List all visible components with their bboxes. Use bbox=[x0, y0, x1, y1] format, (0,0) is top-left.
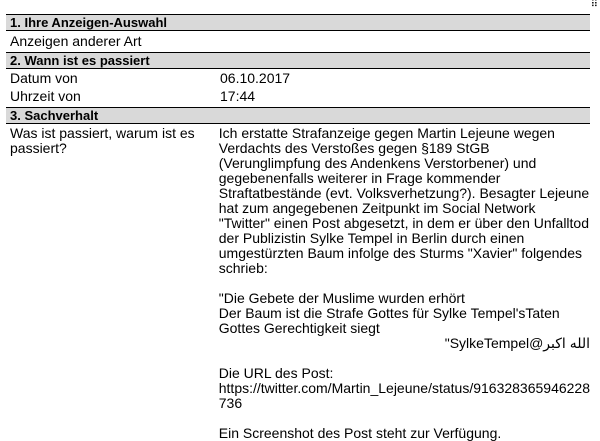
facts-text bbox=[218, 125, 594, 441]
facts-section bbox=[6, 124, 594, 441]
closing-text: Ein Screenshot des Post steht zur Verfügung. bbox=[218, 425, 502, 441]
time-row bbox=[6, 87, 590, 107]
date-row bbox=[6, 69, 590, 87]
section-3-header: 3. Sachverhalt bbox=[6, 107, 590, 124]
quote-line: Der Baum ist die Strafe Gottes für Sylke Tempel'sTaten bbox=[218, 305, 560, 321]
date-value: 06.10.2017 bbox=[220, 70, 291, 86]
date-label: Datum von bbox=[10, 70, 78, 86]
url-line: https://twitter.com/Martin_Lejeune/status/916328365946228 bbox=[218, 380, 590, 396]
facts-paragraph: Ich erstatte Strafanzeige gegen Martin Lejeune wegen Verdachts des Verstoßes gegen §189 StGB (Verunglimpfung des Andenkens Verstorbener) und gegebenenfalls weiterer in Frage kommender Straftatbestände (evt. Volksverhetzung?). Besagter Lejeune hat zum angegebenen Zeitpunkt im Social Network "Twitter" einen Post abgesetzt, in dem er über den Unfalltod der Publizistin Sylke Tempel in Berlin durch einen umgestürzten Baum infolge des Sturms "Xavier" folgendes schrieb: bbox=[218, 125, 594, 276]
facts-label: Was ist passiert, warum ist es passiert? bbox=[10, 125, 195, 156]
url-label: Die URL des Post: bbox=[218, 365, 334, 381]
time-value: 17:44 bbox=[220, 88, 256, 104]
report-form bbox=[6, 14, 594, 441]
when-section bbox=[6, 69, 590, 107]
section-2-header: 2. Wann ist es passiert bbox=[6, 52, 590, 69]
quote-line: "Die Gebete der Muslime wurden erhört bbox=[218, 290, 465, 306]
section-1-header: 1. Ihre Anzeigen-Auswahl bbox=[6, 14, 590, 31]
quote-line: الله اكبر@SylkeTempel" bbox=[444, 335, 590, 351]
quote-line: Gottes Gerechtigkeit siegt bbox=[218, 320, 380, 336]
selection-value: Anzeigen anderer Art bbox=[10, 33, 142, 49]
corner-mark-icon: ⠿ bbox=[590, 0, 598, 10]
url-line: 736 bbox=[218, 395, 243, 411]
time-label: Uhrzeit von bbox=[10, 88, 81, 104]
facts-row bbox=[6, 124, 594, 441]
